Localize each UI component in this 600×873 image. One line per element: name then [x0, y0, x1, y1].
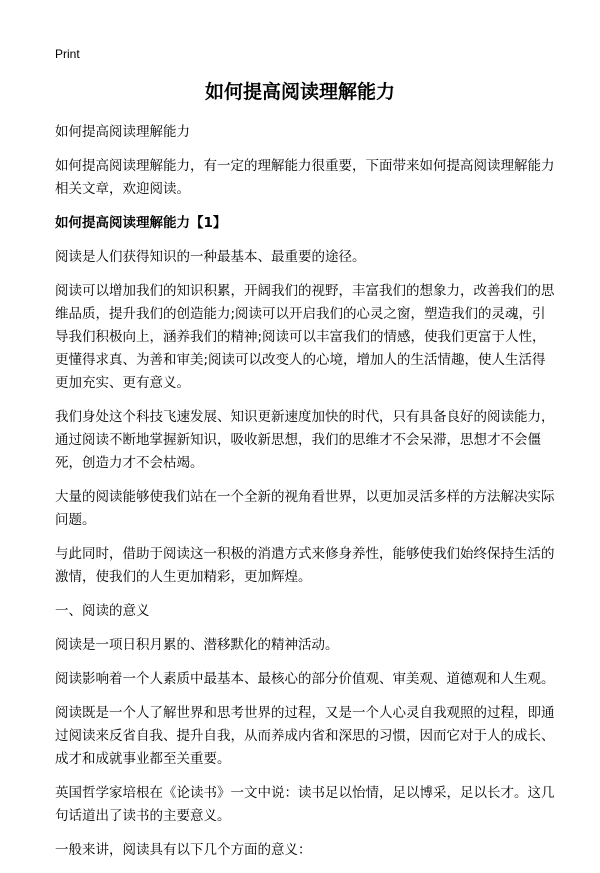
- intro-paragraph: 如何提高阅读理解能力，有一定的理解能力很重要，下面带来如何提高阅读理解能力相关文章，欢迎阅读。: [55, 158, 555, 197]
- body-paragraph: 英国哲学家培根在《论读书》一文中说：读书足以怡情，足以博采，足以长才。这几句话道出了读书的主要意义。: [55, 785, 555, 824]
- document-title: 如何提高阅读理解能力: [204, 81, 395, 103]
- body-paragraph: 阅读可以增加我们的知识积累，开阔我们的视野，丰富我们的想象力，改善我们的思维品质，提升我们的创造能力;阅读可以开启我们的心灵之窗，塑造我们的灵魂，引导我们积极向上，涵养我们的精神;阅读可以丰富我们的情感，使我们更富于人性，更懂得求真、为善和审美;阅读可以改变人的心境，增加人的生活情趣，使人生活得更加充实、更有意义。: [55, 283, 555, 391]
- body-paragraph: 与此同时，借助于阅读这一积极的消遣方式来修身养性，能够使我们始终保持生活的激情，使我们的人生更加精彩，更加辉煌。: [55, 546, 555, 585]
- body-paragraph: 一般来讲，阅读具有以下几个方面的意义：: [55, 842, 312, 858]
- body-paragraph: 阅读影响着一个人素质中最基本、最核心的部分价值观、审美观、道德观和人生观。: [55, 671, 555, 687]
- section-heading: 如何提高阅读理解能力【1】: [55, 215, 227, 231]
- body-paragraph: 阅读既是一个人了解世界和思考世界的过程，又是一个人心灵自我观照的过程，即通过阅读来反省自我、提升自我，从而养成内省和深思的习惯，因而它对于人的成长、成才和成就事业都至关重要。: [55, 705, 555, 767]
- document-body: [55, 121, 555, 873]
- body-paragraph: 大量的阅读能够使我们站在一个全新的视角看世界，以更加灵活多样的方法解决实际问题。: [55, 489, 555, 528]
- body-paragraph: 阅读是人们获得知识的一种最基本、最重要的途径。: [55, 249, 366, 265]
- body-paragraph: 阅读是一项日积月累的、潜移默化的精神活动。: [55, 637, 339, 653]
- print-link[interactable]: Print: [55, 47, 80, 61]
- subsection-heading: 一、阅读的意义: [55, 603, 150, 619]
- subtitle-paragraph: 如何提高阅读理解能力: [55, 124, 190, 140]
- body-paragraph: 我们身处这个科技飞速发展、知识更新速度加快的时代，只有具备良好的阅读能力，通过阅读不断地掌握新知识，吸收新思想，我们的思维才不会呆滞，思想才不会僵死，创造力才不会枯竭。: [55, 409, 555, 471]
